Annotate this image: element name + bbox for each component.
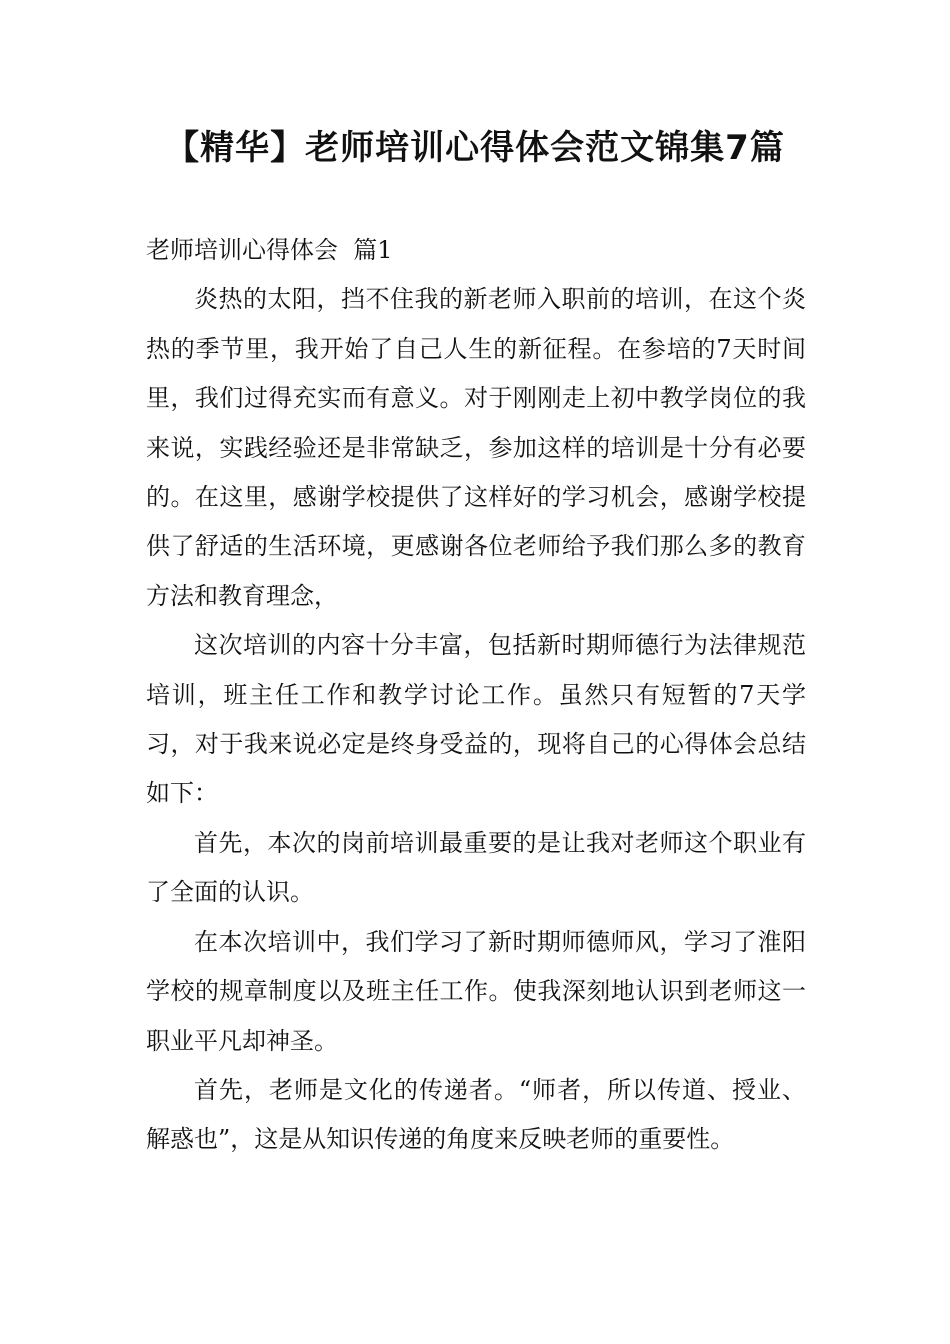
paragraph-3: 首先，本次的岗前培训最重要的是让我对老师这个职业有了全面的认识。 bbox=[146, 828, 806, 907]
paragraph-2: 这次培训的内容十分丰富，包括新时期师德行为法律规范培训，班主任工作和教学讨论工作。虽然只有短暂的7天学习，对于我来说必定是终身受益的，现将自己的心得体会总结如下： bbox=[146, 631, 806, 808]
document-body bbox=[146, 226, 806, 1165]
document-title: 【精华】老师培训心得体会范文锦集7篇 bbox=[165, 128, 785, 168]
paragraph-1: 炎热的太阳，挡不住我的新老师入职前的培训，在这个炎热的季节里，我开始了自己人生的新征程。在参培的7天时间里，我们过得充实而有意义。对于刚刚走上初中教学岗位的我来说，实践经验还是非常缺乏，参加这样的培训是十分有必要的。在这里，感谢学校提供了这样好的学习机会，感谢学校提供了舒适的生活环境，更感谢各位老师给予我们那么多的教育方法和教育理念， bbox=[146, 285, 806, 610]
section-heading: 老师培训心得体会 篇1 bbox=[146, 236, 393, 264]
paragraph-5: 首先，老师是文化的传递者。“师者，所以传道、授业、解惑也”，这是从知识传递的角度来反映老师的重要性。 bbox=[146, 1075, 806, 1154]
paragraph-4: 在本次培训中，我们学习了新时期师德师风，学习了淮阳学校的规章制度以及班主任工作。使我深刻地认识到老师这一职业平凡却神圣。 bbox=[146, 927, 806, 1055]
